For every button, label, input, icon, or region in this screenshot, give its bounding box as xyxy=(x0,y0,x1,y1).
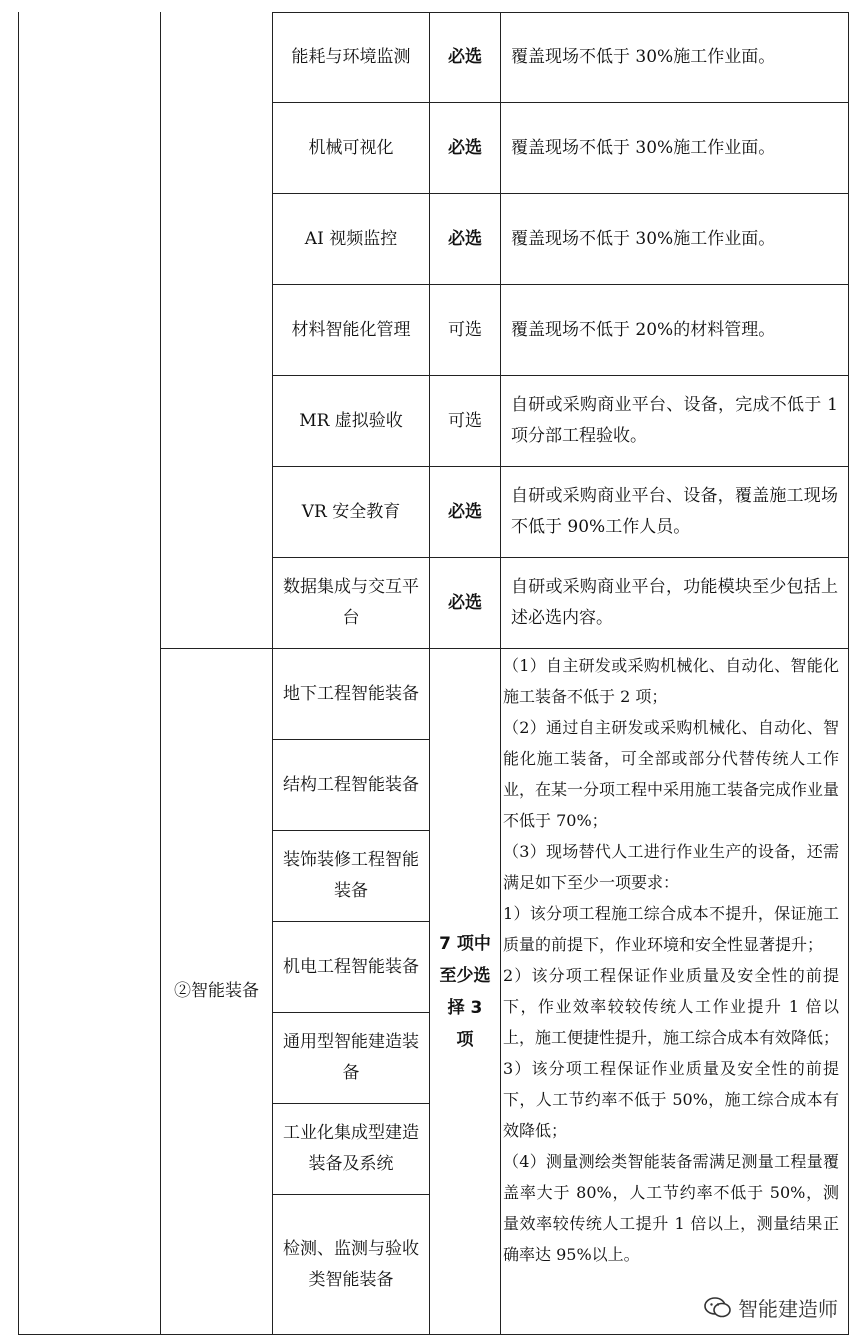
requirement-cell: 必选 xyxy=(448,137,482,158)
item-name: 能耗与环境监测 xyxy=(291,46,411,67)
watermark xyxy=(700,1291,842,1324)
description-cell: 自研或采购商业平台、设备，覆盖施工现场不低于 90%工作人员。 xyxy=(511,486,838,537)
equipment-item: 装饰装修工程智能装备 xyxy=(283,850,419,901)
description-cell: 覆盖现场不低于 20%的材料管理。 xyxy=(511,319,776,340)
description-cell: 自研或采购商业平台，功能模块至少包括上述必选内容。 xyxy=(511,577,838,628)
requirement-paragraph: （3）现场替代人工进行作业生产的设备，还需满足如下至少一项要求： xyxy=(503,842,839,892)
equipment-item: 结构工程智能装备 xyxy=(283,774,419,795)
requirement-paragraph: 1）该分项工程施工综合成本不提升，保证施工质量的前提下，作业环境和安全性显著提升； xyxy=(503,904,839,954)
category-label: ②智能装备 xyxy=(174,981,259,1001)
requirement-cell: 可选 xyxy=(448,319,482,340)
equipment-item: 工业化集成型建造装备及系统 xyxy=(283,1123,419,1174)
description-cell: 覆盖现场不低于 30%施工作业面。 xyxy=(511,137,776,158)
requirement-cell: 必选 xyxy=(448,592,482,613)
equipment-item: 通用型智能建造装备 xyxy=(283,1032,419,1083)
grid-line xyxy=(18,12,19,1334)
watermark-text: 智能建造师 xyxy=(738,1297,838,1321)
requirement-paragraph: （4）测量测绘类智能装备需满足测量工程量覆盖率大于 80%，人工节约率不低于 50%，测量效率较传统人工提升 1 倍以上，测量结果正确率达 95%以上。 xyxy=(503,1152,839,1264)
requirement-paragraph: 3）该分项工程保证作业质量及安全性的前提下，人工节约率不低于 50%，施工综合成本有效降低； xyxy=(503,1059,839,1140)
item-name: 材料智能化管理 xyxy=(291,319,411,340)
item-name: 机械可视化 xyxy=(308,137,394,158)
grid-line xyxy=(18,1334,849,1335)
requirement-paragraph: （1）自主研发或采购机械化、自动化、智能化施工装备不低于 2 项； xyxy=(503,656,839,706)
requirement-cell: 必选 xyxy=(448,46,482,67)
requirement-cell: 7 项中至少选择 3 项 xyxy=(439,933,491,1050)
equipment-requirements-text xyxy=(503,650,839,1270)
equipment-item: 检测、监测与验收类智能装备 xyxy=(283,1238,419,1290)
item-name: MR 虚拟验收 xyxy=(299,410,403,431)
requirement-paragraph: 2）该分项工程保证作业质量及安全性的前提下，作业效率较较传统人工作业提升 1 倍以上，施工便捷性提升，施工综合成本有效降低； xyxy=(503,966,840,1047)
requirement-cell: 必选 xyxy=(448,501,482,522)
grid-line xyxy=(848,12,849,1334)
equipment-item: 地下工程智能装备 xyxy=(283,683,419,704)
requirement-cell: 必选 xyxy=(448,228,482,249)
requirement-cell: 可选 xyxy=(448,410,482,431)
item-name: VR 安全教育 xyxy=(301,501,401,522)
item-name: 数据集成与交互平台 xyxy=(283,577,419,628)
description-cell: 覆盖现场不低于 30%施工作业面。 xyxy=(511,46,776,67)
item-name: AI 视频监控 xyxy=(304,228,398,249)
wechat-icon xyxy=(704,1297,732,1319)
description-cell: 自研或采购商业平台、设备，完成不低于 1 项分部工程验收。 xyxy=(511,395,838,446)
equipment-item: 机电工程智能装备 xyxy=(283,956,419,977)
description-cell: 覆盖现场不低于 30%施工作业面。 xyxy=(511,228,776,249)
requirement-paragraph: （2）通过自主研发或采购机械化、自动化、智能化施工装备，可全部或部分代替传统人工作业，在某一分项工程中采用施工装备完成作业量不低于 70%； xyxy=(503,718,840,830)
